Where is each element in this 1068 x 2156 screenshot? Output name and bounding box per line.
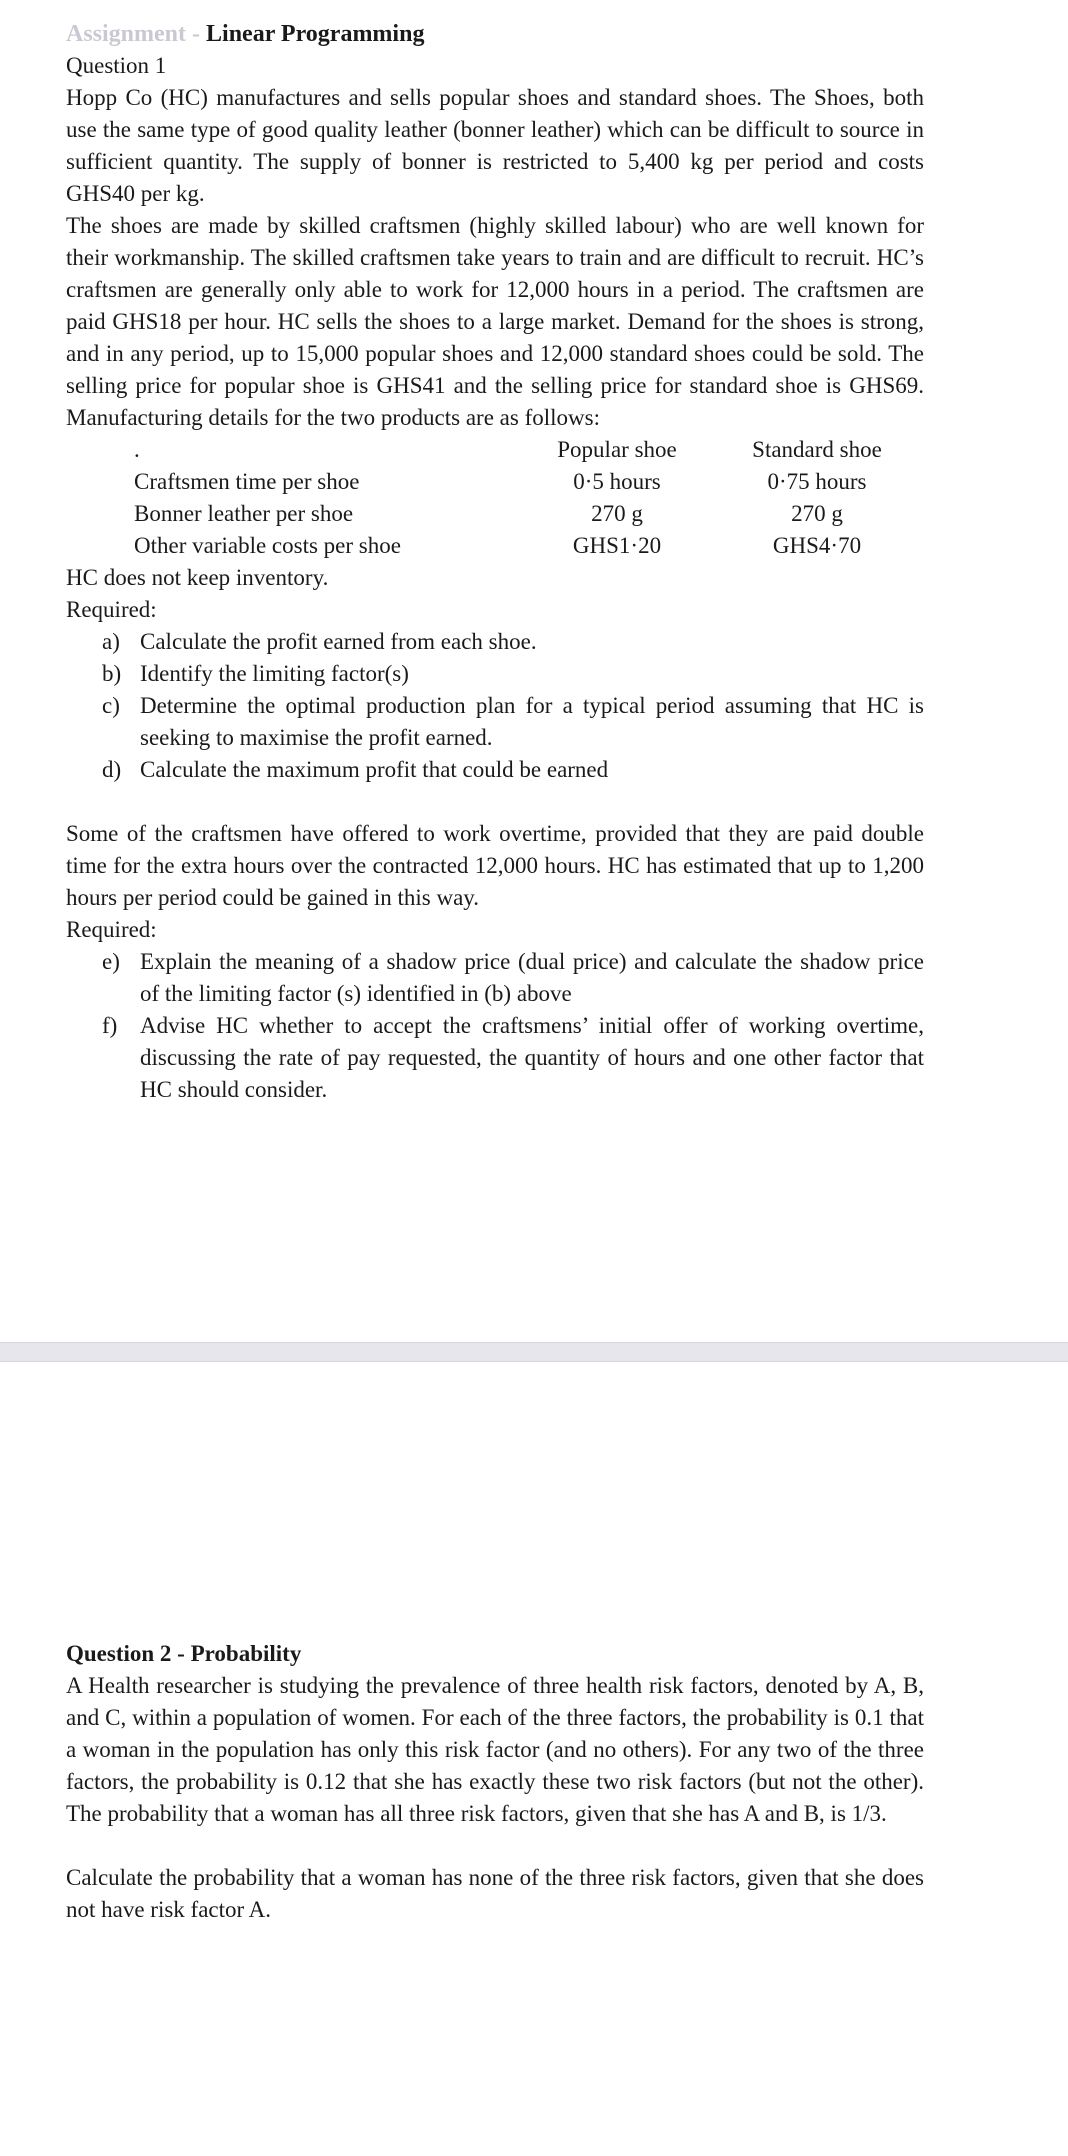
question-2-section <box>66 1638 924 1926</box>
question-2-paragraph-1: A Health researcher is studying the prevalence of three health risk factors, denoted by A, B, and C, within a population of women. For each of the three factors, the probability is 0.1 that a woman in the population has only this risk factor (and no others). For any two of the three factors, the probability is 0.12 that she has exactly these two risk factors (but not the other). The probability that a woman has all three risk factors, given that she has A and B, is 1/3. <box>66 1673 924 1826</box>
manufacturing-details-table <box>66 434 924 562</box>
table-cell-popular: GHS1·20 <box>572 533 662 558</box>
required-list-2 <box>66 946 924 1106</box>
list-item-marker: b) <box>102 661 122 686</box>
question-2-paragraph-2: Calculate the probability that a woman has none of the three risk factors, given that she does not have risk factor A. <box>66 1865 924 1922</box>
question-1-heading: Question 1 <box>66 53 167 78</box>
question-1-paragraph-3: Some of the craftsmen have offered to work overtime, provided that they are paid double time for the extra hours over the contracted 12,000 hours. HC has estimated that up to 1,200 hours per period could be gained in this way. <box>66 821 924 910</box>
list-item-marker: f) <box>102 1013 118 1038</box>
list-item-marker: e) <box>102 949 120 974</box>
no-inventory-note: HC does not keep inventory. <box>66 565 329 590</box>
list-item <box>66 658 924 690</box>
list-item <box>66 946 924 1010</box>
question-1-section <box>66 50 924 1106</box>
table-cell-popular: 0·5 hours <box>573 469 661 494</box>
table-row-label: Bonner leather per shoe <box>134 501 354 526</box>
required-label-2: Required: <box>66 917 157 942</box>
list-item-text: Calculate the profit earned from each shoe. <box>140 629 537 654</box>
list-item <box>66 754 924 786</box>
list-item-text: Calculate the maximum profit that could be earned <box>140 757 609 782</box>
list-item-text: Explain the meaning of a shadow price (dual price) and calculate the shadow price of the limiting factor (s) identified in (b) above <box>140 949 924 1006</box>
question-1-paragraph-1: Hopp Co (HC) manufactures and sells popular shoes and standard shoes. The Shoes, both use the same type of good quality leather (bonner leather) which can be difficult to source in sufficient quantity. The supply of bonner is restricted to 5,400 kg per period and costs GHS40 per kg. <box>66 85 924 206</box>
spacer <box>66 1830 924 1862</box>
required-list-1 <box>66 626 924 786</box>
list-item-text: Determine the optimal production plan for a typical period assuming that HC is seeking to maximise the profit earned. <box>140 693 924 750</box>
list-item-marker: d) <box>102 757 122 782</box>
list-item <box>66 1010 924 1106</box>
list-item-text: Identify the limiting factor(s) <box>140 661 409 686</box>
table-row-label: Other variable costs per shoe <box>134 533 401 558</box>
table-cell-standard: 0·75 hours <box>767 469 867 494</box>
question-2-heading: Question 2 - Probability <box>66 1641 302 1666</box>
required-label-1: Required: <box>66 597 157 622</box>
list-item <box>66 626 924 658</box>
table-cell-popular: 270 g <box>591 501 643 526</box>
list-item-text: Advise HC whether to accept the craftsmens’ initial offer of working overtime, discussing the rate of pay requested, the quantity of hours and one other factor that HC should consider. <box>140 1013 924 1102</box>
page-title-text: Linear Programming <box>206 21 425 47</box>
list-item-marker: c) <box>102 693 120 718</box>
table-header-standard: Standard shoe <box>752 437 882 462</box>
table-cell-standard: GHS4·70 <box>772 533 862 558</box>
page-break-divider <box>0 1342 1068 1362</box>
page-title-faded-prefix: Assignment - <box>66 21 207 47</box>
spacer <box>66 786 924 818</box>
page-title <box>66 18 924 50</box>
table-cell-standard: 270 g <box>791 501 843 526</box>
table-header-popular: Popular shoe <box>557 437 677 462</box>
list-item-marker: a) <box>102 629 120 654</box>
table-corner-mark: . <box>134 437 140 462</box>
table-row-label: Craftsmen time per shoe <box>134 469 360 494</box>
question-1-paragraph-2: The shoes are made by skilled craftsmen (highly skilled labour) who are well known for their workmanship. The skilled craftsmen take years to train and are difficult to recruit. HC’s craftsmen are generally only able to work for 12,000 hours in a period. The craftsmen are paid GHS18 per hour. HC sells the shoes to a large market. Demand for the shoes is strong, and in any period, up to 15,000 popular shoes and 12,000 standard shoes could be sold. The selling price for popular shoe is GHS41 and the selling price for standard shoe is GHS69. Manufacturing details for the two products are as follows: <box>66 213 924 430</box>
list-item <box>66 690 924 754</box>
